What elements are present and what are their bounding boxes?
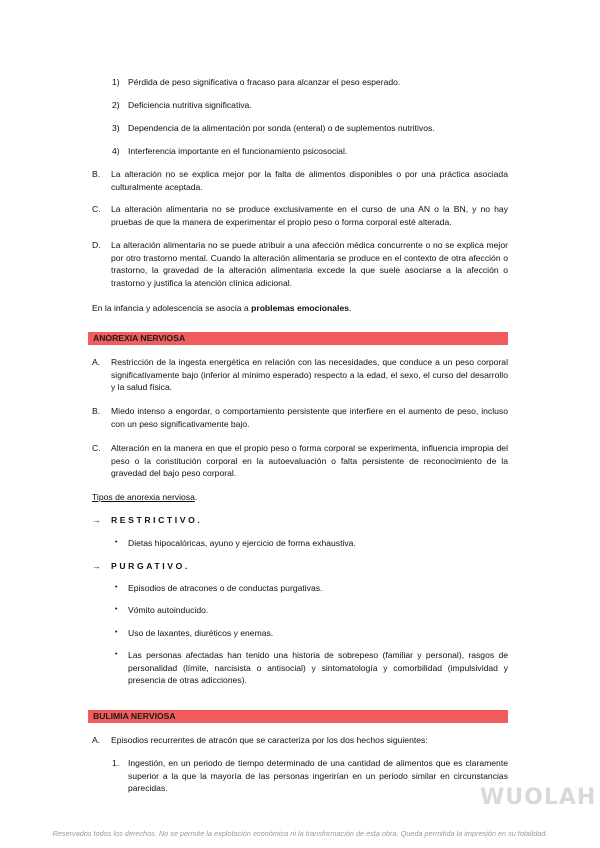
list-item: Episodios de atracones o de conductas purgativas. [128,583,323,593]
bullet-icon: • [115,539,118,546]
criterion-letter: D. [92,240,101,250]
arrow-icon: → [92,515,101,525]
list-number: 3) [112,123,120,133]
list-item: Interferencia importante en el funcionamiento psicosocial. [128,146,348,156]
bullet-icon: • [115,584,118,591]
bullet-icon: • [115,629,118,636]
list-number: 2) [112,100,120,110]
infancia-note [92,302,351,315]
list-item: Las personas afectadas han tenido una historia de sobrepeso (familiar y personal), rasgos de personalidad (límite, narcisista o antisocial) y sintomatología y comorbilidad (impulsividad y presencia de otras adicciones). [128,650,508,686]
types-suffix: . [194,492,198,502]
arrow-icon: → [92,561,101,571]
type-purgativo: PURGATIVO. [111,561,190,571]
criterion-letter: A. [92,357,101,367]
bullet-icon: • [115,606,118,613]
list-number: 1) [112,77,120,87]
section-header-bulimia [88,710,508,723]
list-number: 4) [112,146,120,156]
criterion-letter: B. [92,406,101,416]
criterion-letter: C. [92,204,101,214]
criterion-text: La alteración alimentaria no se produce exclusivamente en el curso de una AN o la BN, y no hay pruebas de que la manera de experimentar el propio peso o forma corporal esté alterada. [111,204,508,227]
bullet-icon: • [115,651,118,658]
criterion-letter: A. [92,735,101,745]
infancia-bold: problemas emocionales [251,303,350,313]
criterion-text: Miedo intenso a engordar, o comportamiento persistente que interfiere en el aumento de peso, incluso con un peso significativamente bajo. [111,406,508,429]
list-item: Dependencia de la alimentación por sonda (enteral) o de suplementos nutritivos. [128,123,435,133]
types-label: Tipos de anorexia nerviosa [92,492,195,502]
section-title: ANOREXIA NERVIOSA [93,333,186,343]
list-item: Pérdida de peso significativa o fracaso para alcanzar el peso esperado. [128,77,401,87]
list-item: Vómito autoinducido. [128,605,209,615]
section-header-anorexia [88,332,508,345]
criterion-letter: C. [92,443,101,453]
infancia-prefix: En la infancia y adolescencia se asocia a [92,303,252,313]
criterion-text: Episodios recurrentes de atracón que se caracteriza por los dos hechos siguientes: [111,735,428,745]
list-item: Deficiencia nutritiva significativa. [128,100,252,110]
footer-notice: Reservados todos los derechos. No se permite la explotación económica ni la transformación de esta obra. Queda permitida la impresión en su totalidad. [52,829,548,838]
list-number: 1. [112,758,120,768]
criterion-text: Restricción de la ingesta energética en relación con las necesidades, que conduce a un peso corporal significativamente bajo (inferior al mínimo esperado) respecto a la edad, el sexo, el curso del desarrollo y la salud física. [111,357,508,393]
wuolah-logo: WUOLAH [480,785,597,810]
list-item: Uso de laxantes, diuréticos y enemas. [128,628,274,638]
criterion-text: La alteración no se explica mejor por la falta de alimentos disponibles o por una práctica asociada culturalmente aceptada. [111,169,508,192]
list-item: Ingestión, en un periodo de tiempo determinado de una cantidad de alimentos que es claramente superior a la que la mayoría de las personas ingerirían en un periodo similar en circunstancias parecidas. [128,758,508,794]
criterion-text: Alteración en la manera en que el propio peso o forma corporal se experimenta, influencia impropia del peso o la constitución corporal en la autoevaluación o falta persistente de reconocimiento de la gravedad del bajo peso corporal. [111,443,508,479]
section-title: BULIMIA NERVIOSA [93,711,176,721]
criterion-letter: B. [92,169,101,179]
type-restrictivo: RESTRICTIVO. [111,515,203,525]
criterion-text: La alteración alimentaria no se puede atribuir a una afección médica concurrente o no se explica mejor por otro trastorno mental. Cuando la alteración alimentaria se produce en el contexto de otra afección o trastorno, la gravedad de la alteración alimentaria excede la que suele asociarse a la afección o trastorno y justifica la atención clínica adicional. [111,240,508,288]
list-item: Dietas hipocalóricas, ayuno y ejercicio de forma exhaustiva. [128,538,356,548]
types-heading [92,491,197,504]
infancia-suffix: . [349,303,352,313]
